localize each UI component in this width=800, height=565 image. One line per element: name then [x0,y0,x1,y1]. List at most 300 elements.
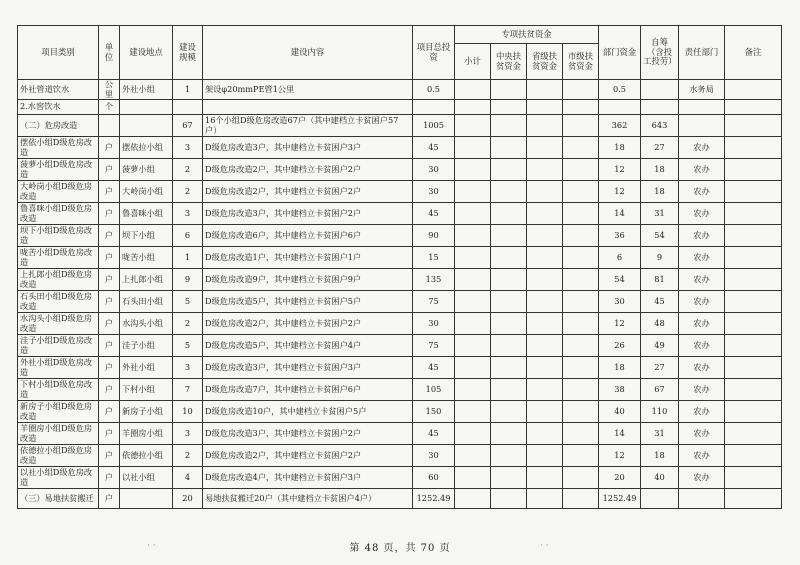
row-responsible: 农办 [679,269,725,291]
row-location: 水沟头小组 [120,313,173,335]
row-dept: 12 [599,159,641,181]
table-row [18,247,782,269]
row-dept: 18 [599,357,641,379]
row-responsible: 农办 [679,357,725,379]
row-location [120,115,173,137]
row-content: 易地扶贫搬迁20户（其中建档立卡贫困户4户） [203,489,413,509]
row-subtotal [455,100,491,115]
row-responsible: 农办 [679,313,725,335]
table-row [18,313,782,335]
row-self: 81 [641,269,679,291]
row-provincial [527,181,563,203]
row-location: 羊圈房小组 [120,423,173,445]
row-responsible: 农办 [679,225,725,247]
row-subtotal [455,181,491,203]
row-content: D级危房改造3户，其中建档立卡贫困户3户 [203,357,413,379]
row-category: 鲁喜咪小组D级危房改造 [18,203,99,225]
row-central [491,467,527,489]
row-central [491,80,527,100]
row-municipal [563,269,599,291]
table-row [18,401,782,423]
row-scale: 6 [173,225,203,247]
row-unit: 户 [99,401,120,423]
row-scale: 2 [173,159,203,181]
row-municipal [563,489,599,509]
row-category: 坝下小组D级危房改造 [18,225,99,247]
row-total: 75 [413,335,455,357]
row-location: 以社小组 [120,467,173,489]
row-scale: 3 [173,137,203,159]
row-dept: 20 [599,467,641,489]
row-scale: 2 [173,181,203,203]
row-municipal [563,115,599,137]
header-total: 项目总投资 [413,26,455,80]
row-scale: 1 [173,247,203,269]
row-provincial [527,489,563,509]
row-responsible: 水务局 [679,80,725,100]
row-notes [725,203,782,225]
row-category: 2.水窖饮水 [18,100,99,115]
row-provincial [527,159,563,181]
table-row [18,269,782,291]
row-content: D级危房改造2户，其中建档立卡贫困户2户 [203,181,413,203]
row-responsible: 农办 [679,159,725,181]
row-unit: 户 [99,203,120,225]
row-total: 15 [413,247,455,269]
row-self: 27 [641,357,679,379]
row-notes [725,269,782,291]
row-provincial [527,445,563,467]
row-municipal [563,467,599,489]
row-scale: 3 [173,203,203,225]
row-central [491,445,527,467]
row-location: 咙苦小组 [120,247,173,269]
row-content: D级危房改造3户，其中建档立卡贫困户3户 [203,137,413,159]
row-subtotal [455,247,491,269]
row-self: 67 [641,379,679,401]
row-scale: 2 [173,313,203,335]
row-dept: 0.5 [599,80,641,100]
row-content [203,100,413,115]
row-dept: 12 [599,445,641,467]
page-number: 第 48 页，共 70 页 [349,543,451,554]
row-self: 27 [641,137,679,159]
row-content: D级危房改造3户，其中建档立卡贫困户2户 [203,423,413,445]
row-scale [173,100,203,115]
row-subtotal [455,401,491,423]
row-scale: 1 [173,80,203,100]
header-notes: 备注 [725,26,782,80]
row-location: 依德拉小组 [120,445,173,467]
row-scale: 10 [173,401,203,423]
row-self: 9 [641,247,679,269]
row-self: 31 [641,203,679,225]
row-location: 上扎郎小组 [120,269,173,291]
table-row [18,203,782,225]
row-responsible: 农办 [679,247,725,269]
row-category: 摆依小组D级危房改造 [18,137,99,159]
row-total: 90 [413,225,455,247]
scan-mark-right: · · [540,541,549,551]
row-notes [725,423,782,445]
row-responsible: 农办 [679,137,725,159]
row-subtotal [455,357,491,379]
row-total: 45 [413,423,455,445]
table-row [18,467,782,489]
row-unit [99,115,120,137]
row-subtotal [455,269,491,291]
row-location [120,489,173,509]
row-responsible [679,100,725,115]
header-content: 建设内容 [203,26,413,80]
row-total: 105 [413,379,455,401]
row-scale: 3 [173,357,203,379]
header-scale: 建设规模 [173,26,203,80]
header-row-1 [18,26,782,44]
row-scale: 9 [173,269,203,291]
row-dept: 40 [599,401,641,423]
row-responsible [679,489,725,509]
row-self: 18 [641,445,679,467]
row-unit: 户 [99,291,120,313]
row-provincial [527,423,563,445]
row-scale: 67 [173,115,203,137]
row-content: D级危房改造1户，其中建档立卡贫困户1户 [203,247,413,269]
row-self [641,80,679,100]
row-notes [725,100,782,115]
row-responsible: 农办 [679,401,725,423]
row-municipal [563,137,599,159]
row-unit: 个 [99,100,120,115]
table-row [18,489,782,509]
row-content: D级危房改造3户，其中建档立卡贫困户2户 [203,203,413,225]
row-municipal [563,401,599,423]
row-municipal [563,357,599,379]
row-provincial [527,467,563,489]
row-provincial [527,379,563,401]
row-location: 坝下小组 [120,225,173,247]
row-location: 新房子小组 [120,401,173,423]
row-category: 新房子小组D级危房改造 [18,401,99,423]
row-total: 135 [413,269,455,291]
project-table [17,25,782,509]
table-row [18,137,782,159]
row-municipal [563,159,599,181]
row-central [491,357,527,379]
row-category: 石头田小组D级危房改造 [18,291,99,313]
row-responsible: 农办 [679,379,725,401]
row-provincial [527,291,563,313]
row-central [491,115,527,137]
row-unit: 户 [99,313,120,335]
row-central [491,489,527,509]
row-dept: 6 [599,247,641,269]
row-total: 75 [413,291,455,313]
row-total: 30 [413,313,455,335]
row-unit: 户 [99,159,120,181]
row-notes [725,335,782,357]
row-subtotal [455,313,491,335]
row-location [120,100,173,115]
row-unit: 户 [99,137,120,159]
row-scale: 5 [173,335,203,357]
table-body [18,80,782,509]
header-location: 建设地点 [120,26,173,80]
row-unit: 户 [99,269,120,291]
row-category: 羊圈房小组D级危房改造 [18,423,99,445]
row-provincial [527,80,563,100]
row-location: 菠萝小组 [120,159,173,181]
row-municipal [563,379,599,401]
row-unit: 户 [99,379,120,401]
row-scale: 7 [173,379,203,401]
row-provincial [527,313,563,335]
row-responsible [679,115,725,137]
row-self [641,489,679,509]
row-responsible: 农办 [679,181,725,203]
row-dept: 14 [599,423,641,445]
row-notes [725,181,782,203]
row-subtotal [455,379,491,401]
row-unit: 户 [99,445,120,467]
header-special-fund: 专项扶贫资金 [455,26,599,44]
row-central [491,247,527,269]
row-category: 上扎郎小组D级危房改造 [18,269,99,291]
row-notes [725,247,782,269]
row-category: 水沟头小组D级危房改造 [18,313,99,335]
row-provincial [527,225,563,247]
row-provincial [527,137,563,159]
row-content: D级危房改造5户，其中建档立卡贫困户5户 [203,291,413,313]
row-self: 45 [641,291,679,313]
row-category: 洼子小组D级危房改造 [18,335,99,357]
table-row [18,100,782,115]
row-subtotal [455,159,491,181]
row-central [491,137,527,159]
row-provincial [527,401,563,423]
row-content: 架设φ20mmPE管1公里 [203,80,413,100]
table-row [18,225,782,247]
row-self: 40 [641,467,679,489]
row-dept: 1252.49 [599,489,641,509]
row-self: 643 [641,115,679,137]
row-unit: 户 [99,357,120,379]
row-category: 以社小组D级危房改造 [18,467,99,489]
row-subtotal [455,80,491,100]
row-responsible: 农办 [679,423,725,445]
row-unit: 户 [99,181,120,203]
header-unit: 单位 [99,26,120,80]
row-subtotal [455,335,491,357]
row-scale: 20 [173,489,203,509]
row-content: D级危房改造6户，其中建档立卡贫困户6户 [203,225,413,247]
row-notes [725,137,782,159]
row-subtotal [455,445,491,467]
table-row [18,115,782,137]
row-unit: 户 [99,335,120,357]
row-central [491,159,527,181]
table-row [18,445,782,467]
row-notes [725,115,782,137]
row-content: D级危房改造10户，其中建档立卡贫困户5户 [203,401,413,423]
row-municipal [563,313,599,335]
header-provincial: 省级扶贫资金 [527,44,563,80]
row-content: D级危房改造2户，其中建档立卡贫困户2户 [203,159,413,181]
row-category: 菠萝小组D级危房改造 [18,159,99,181]
row-total: 30 [413,159,455,181]
row-location: 洼子小组 [120,335,173,357]
row-scale: 4 [173,467,203,489]
row-unit: 户 [99,489,120,509]
row-subtotal [455,203,491,225]
header-responsible: 责任部门 [679,26,725,80]
row-total: 0.5 [413,80,455,100]
row-subtotal [455,115,491,137]
row-dept: 18 [599,137,641,159]
row-self: 54 [641,225,679,247]
row-notes [725,379,782,401]
row-responsible: 农办 [679,291,725,313]
row-self: 18 [641,159,679,181]
row-location: 鲁喜咪小组 [120,203,173,225]
row-scale: 2 [173,445,203,467]
row-notes [725,401,782,423]
header-self: 自筹（含投工投劳） [641,26,679,80]
row-dept: 12 [599,181,641,203]
row-municipal [563,445,599,467]
row-responsible: 农办 [679,335,725,357]
header-dept: 部门资金 [599,26,641,80]
row-dept: 54 [599,269,641,291]
row-category: 外社小组D级危房改造 [18,357,99,379]
row-municipal [563,225,599,247]
row-category: 下村小组D级危房改造 [18,379,99,401]
row-municipal [563,100,599,115]
row-self: 110 [641,401,679,423]
row-content: D级危房改造2户，其中建档立卡贫困户2户 [203,313,413,335]
row-dept: 12 [599,313,641,335]
row-scale: 3 [173,423,203,445]
table-row [18,357,782,379]
table-row [18,181,782,203]
row-content: D级危房改造7户，其中建档立卡贫困户6户 [203,379,413,401]
row-municipal [563,291,599,313]
row-subtotal [455,423,491,445]
row-location: 外社小组 [120,80,173,100]
header-category: 项目类别 [18,26,99,80]
row-notes [725,489,782,509]
header-central: 中央扶贫资金 [491,44,527,80]
row-category: 咙苦小组D级危房改造 [18,247,99,269]
row-content: D级危房改造4户，其中建档立卡贫困户3户 [203,467,413,489]
row-municipal [563,247,599,269]
row-total: 45 [413,203,455,225]
row-dept: 36 [599,225,641,247]
row-dept: 14 [599,203,641,225]
table-row [18,159,782,181]
row-content: D级危房改造5户，其中建档立卡贫困户4户 [203,335,413,357]
row-dept: 38 [599,379,641,401]
header-municipal: 市级扶贫资金 [563,44,599,80]
table-row [18,291,782,313]
table-row [18,423,782,445]
row-dept: 30 [599,291,641,313]
row-subtotal [455,137,491,159]
row-location: 下村小组 [120,379,173,401]
row-municipal [563,80,599,100]
table-row [18,379,782,401]
row-category: （二）危房改造 [18,115,99,137]
row-subtotal [455,489,491,509]
row-self: 31 [641,423,679,445]
row-municipal [563,203,599,225]
row-total: 1005 [413,115,455,137]
row-total: 45 [413,137,455,159]
row-category: （三）易地扶贫搬迁 [18,489,99,509]
row-scale: 5 [173,291,203,313]
row-central [491,269,527,291]
row-self: 49 [641,335,679,357]
row-provincial [527,203,563,225]
row-unit: 户 [99,247,120,269]
scan-mark-left: · · [147,541,156,551]
row-total: 1252.49 [413,489,455,509]
row-notes [725,445,782,467]
row-category: 外社管道饮水 [18,80,99,100]
row-total: 150 [413,401,455,423]
table-row [18,80,782,100]
row-total: 60 [413,467,455,489]
row-notes [725,357,782,379]
row-location: 大岭岗小组 [120,181,173,203]
row-central [491,291,527,313]
row-central [491,379,527,401]
row-subtotal [455,467,491,489]
row-total: 30 [413,181,455,203]
row-central [491,203,527,225]
row-responsible: 农办 [679,203,725,225]
row-content: D级危房改造9户，其中建档立卡贫困户9户 [203,269,413,291]
row-municipal [563,423,599,445]
row-subtotal [455,225,491,247]
row-dept [599,100,641,115]
row-provincial [527,115,563,137]
row-dept: 26 [599,335,641,357]
row-subtotal [455,291,491,313]
table-row [18,335,782,357]
row-category: 大岭岗小组D级危房改造 [18,181,99,203]
row-provincial [527,100,563,115]
row-dept: 362 [599,115,641,137]
row-notes [725,291,782,313]
row-location: 外社小组 [120,357,173,379]
row-content: 16个小组D级危房改造67户（其中建档立卡贫困户57户） [203,115,413,137]
row-self: 18 [641,181,679,203]
row-provincial [527,335,563,357]
row-responsible: 农办 [679,445,725,467]
row-notes [725,313,782,335]
row-total [413,100,455,115]
row-category: 依德拉小组D级危房改造 [18,445,99,467]
row-provincial [527,357,563,379]
row-unit: 户 [99,423,120,445]
row-self: 48 [641,313,679,335]
row-notes [725,80,782,100]
row-municipal [563,335,599,357]
row-unit: 户 [99,225,120,247]
row-notes [725,159,782,181]
row-central [491,225,527,247]
